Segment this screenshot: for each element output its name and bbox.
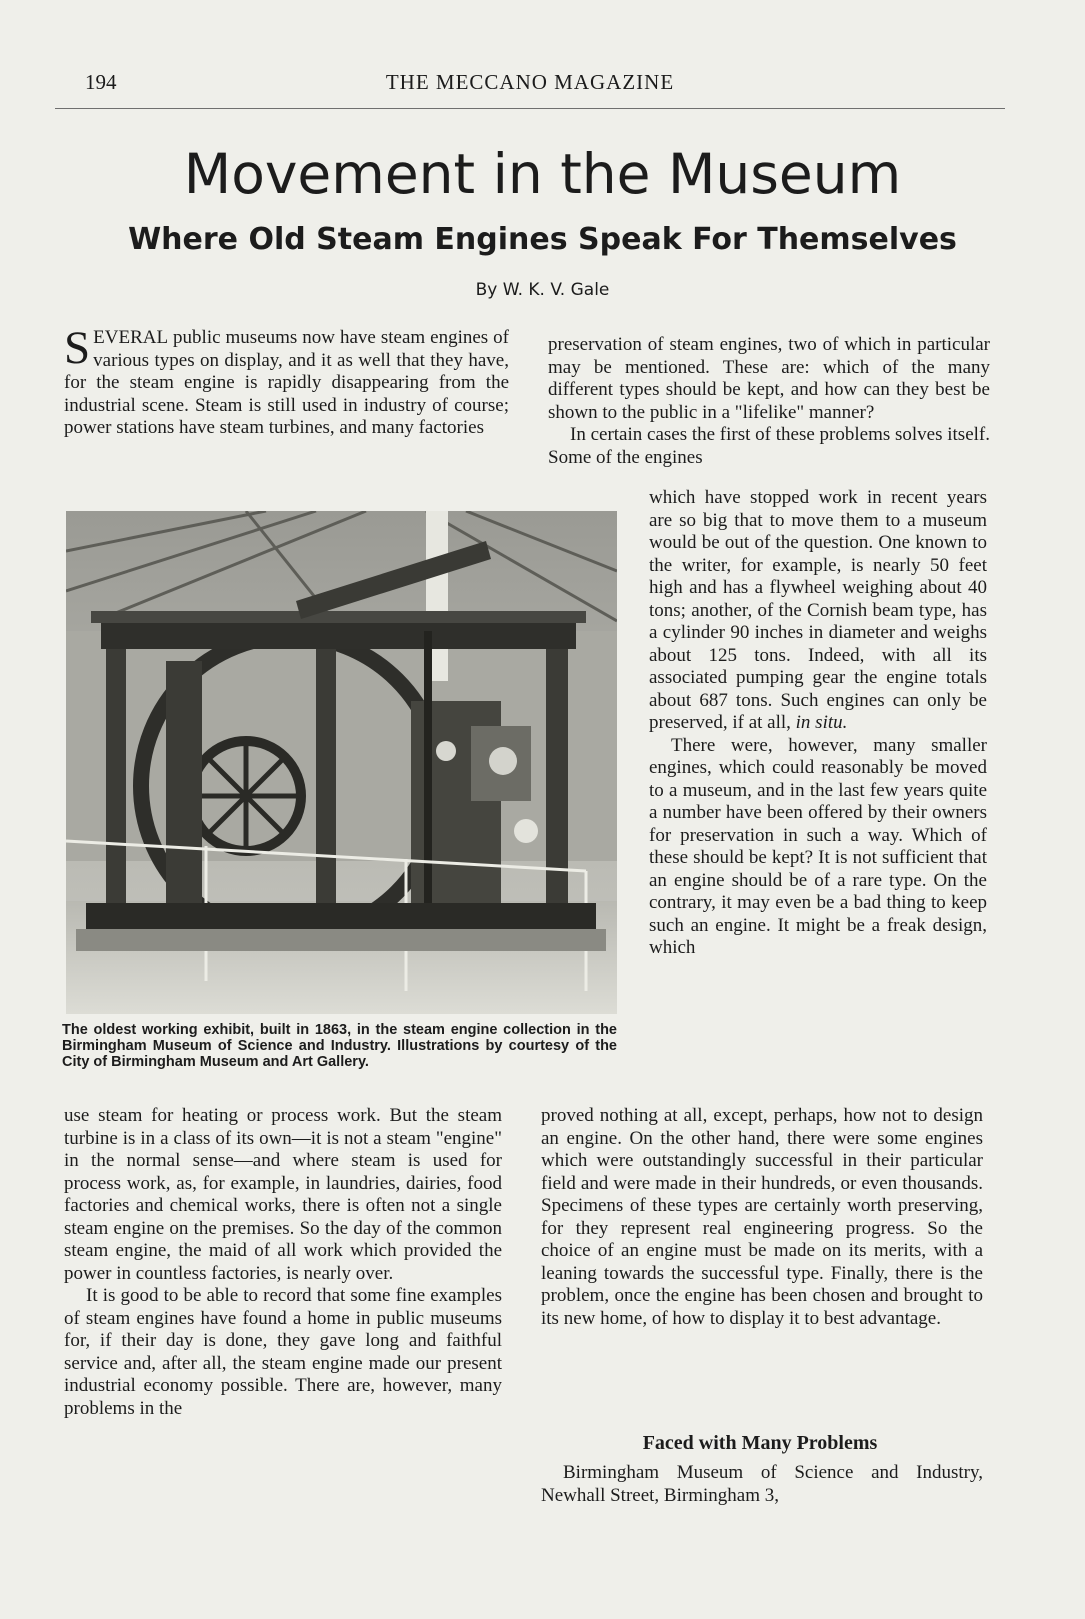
article-title: Movement in the Museum (183, 142, 902, 206)
left-column-bottom (64, 1105, 502, 1420)
paragraph: In certain cases the first of these problems solves itself. Some of the engines (548, 424, 990, 468)
paragraph: use steam for heating or process work. But the steam turbine is in a class of its own—it is not a steam "engine" in the normal sense—and where steam is used for process work, as, for example, in laundries, dairies, food factories and chemical works, there is often not a single steam engine on the premises. So the day of the common steam engine, the maid of all work which provided the power in countless factories, is nearly over. (64, 1105, 502, 1284)
magazine-title: THE MECCANO MAGAZINE (385, 70, 675, 94)
section-heading: Faced with Many Problems (642, 1432, 878, 1454)
paragraph: Birmingham Museum of Science and Industry, Newhall Street, Birmingham 3, (541, 1462, 983, 1506)
page-header (55, 68, 1005, 109)
paragraph: proved nothing at all, except, perhaps, how not to design an engine. On the other hand, there were some engines which were outstandingly successful in their particular field and were made in their hundreds, or even thousands. Specimens of these types are certainly worth preserving, for they represent real engineering progress. So the choice of an engine must be made on its merits, with a leaning towards the successful type. Finally, there is the problem, once the engine has been chosen and brought to its new home, of how to display it to best advantage. (541, 1105, 983, 1329)
paragraph: There were, however, many smaller engines, which could reasonably be moved to a museum, and in the last few years quite a number have been offered by their owners for preservation in such a way. Which of these should be kept? It is not sufficient that an engine should be of a rare type. On the contrary, it may even be a bad thing to keep such an engine. It might be a freak design, which (649, 734, 987, 958)
right-column-top (548, 334, 990, 469)
drop-cap: S (64, 322, 91, 374)
intro-first-word: EVERAL (93, 327, 169, 348)
paragraph-text: which have stopped work in recent years are so big that to move them to a museum would be out of the question. One known to the writer, for example, is nearly 50 feet high and has a flywheel weighing about 40 tons; another, of the Cornish beam type, has a cylinder 90 inches in diameter and weighs about 125 tons. Indeed, with all its associated pumping gear the engine totals about 687 tons. Such engines can only be preserved, if at all, (649, 487, 987, 733)
byline: By W. K. V. Gale (475, 280, 610, 300)
intro-paragraph (64, 322, 509, 440)
paragraph (649, 487, 987, 735)
paragraph: preservation of steam engines, two of which in particular may be mentioned. These are: which of the many different types should be kept, and how can they best be shown to the public in a "lifelike" manner? (548, 334, 990, 423)
paragraph: It is good to be able to record that some fine examples of steam engines have found a home in public museums for, if their day is done, they gave long and faithful service and, after all, the steam engine made our present industrial economy possible. There are, however, many problems in the (64, 1285, 502, 1419)
right-column-narrow (649, 487, 987, 960)
right-column-final (541, 1462, 983, 1507)
right-column-bottom (541, 1105, 983, 1330)
steam-engine-photo (66, 511, 617, 1014)
article-subtitle: Where Old Steam Engines Speak For Themselves (128, 222, 957, 257)
in-situ-text: in situ. (795, 712, 848, 733)
photo-caption: The oldest working exhibit, built in 1863, in the steam engine collection in the Birmingham Museum of Science and Industry. Illustrations by courtesy of the City of Birmingham Museum and Art Gallery. (62, 1022, 617, 1070)
intro-text: public museums now have steam engines of various types on display, and it as well that they have, for the steam engine is rapidly disappearing from the industrial scene. Steam is still used in industry of course; power stations have steam turbines, and many factories (64, 327, 509, 438)
left-column-top (64, 322, 509, 440)
page-number: 194 (85, 70, 117, 94)
